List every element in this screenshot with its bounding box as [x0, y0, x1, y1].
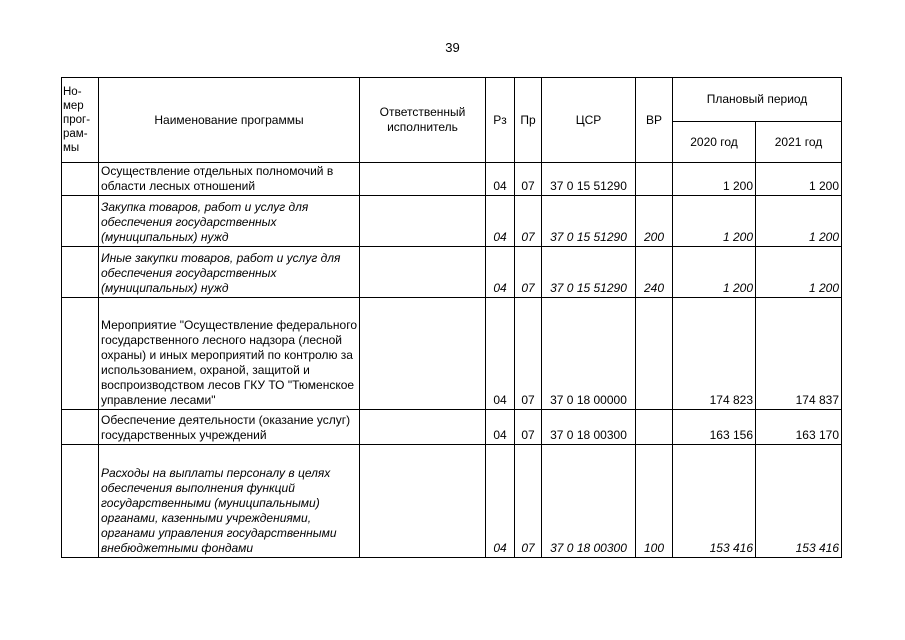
table-row	[62, 445, 842, 558]
cell-csr: 37 0 15 51290	[542, 163, 636, 196]
cell-rz: 04	[486, 445, 515, 558]
cell-responsible	[360, 247, 486, 298]
cell-vr	[636, 163, 673, 196]
cell-rz: 04	[486, 163, 515, 196]
cell-responsible	[360, 410, 486, 445]
cell-program-name: Мероприятие "Осуществление федерального государственного лесного надзора (лесной охраны) и иных мероприятий по контролю за использованием, охраной, защитой и воспроизводством лесов ГКУ ТО "Тюменское управление лесами"	[99, 298, 360, 410]
cell-program-name: Закупка товаров, работ и услуг для обеспечения государственных (муниципальных) нужд	[99, 196, 360, 247]
header-planning-period: Плановый период	[673, 78, 842, 122]
cell-pr: 07	[515, 247, 542, 298]
cell-vr: 240	[636, 247, 673, 298]
cell-vr	[636, 298, 673, 410]
table-row	[62, 298, 842, 410]
cell-vr: 100	[636, 445, 673, 558]
cell-2020: 163 156	[673, 410, 756, 445]
page-number: 39	[445, 40, 460, 55]
header-responsible: Ответственный исполнитель	[360, 78, 486, 163]
cell-2020: 1 200	[673, 196, 756, 247]
header-year-2021: 2021 год	[756, 122, 842, 163]
cell-program-name: Расходы на выплаты персоналу в целях обеспечения выполнения функций государственными (муниципальными) органами, казенными учреждениями, органами управления государственными внебюджетными фондами	[99, 445, 360, 558]
cell-responsible	[360, 445, 486, 558]
cell-csr: 37 0 18 00300	[542, 445, 636, 558]
cell-2020: 1 200	[673, 247, 756, 298]
cell-responsible	[360, 163, 486, 196]
cell-2020: 1 200	[673, 163, 756, 196]
table-body	[62, 163, 842, 558]
table-row	[62, 247, 842, 298]
cell-program-name: Осуществление отдельных полномочий в области лесных отношений	[99, 163, 360, 196]
cell-vr: 200	[636, 196, 673, 247]
cell-pr: 07	[515, 196, 542, 247]
cell-2021: 1 200	[756, 247, 842, 298]
cell-csr: 37 0 15 51290	[542, 247, 636, 298]
cell-pr: 07	[515, 298, 542, 410]
cell-rz: 04	[486, 196, 515, 247]
cell-csr: 37 0 18 00300	[542, 410, 636, 445]
table-row	[62, 163, 842, 196]
table-header	[62, 78, 842, 163]
cell-program-name: Обеспечение деятельности (оказание услуг) государственных учреждений	[99, 410, 360, 445]
header-year-2020: 2020 год	[673, 122, 756, 163]
table-row	[62, 196, 842, 247]
cell-2021: 163 170	[756, 410, 842, 445]
cell-responsible	[360, 298, 486, 410]
table-row	[62, 410, 842, 445]
cell-program-number	[62, 247, 99, 298]
cell-rz: 04	[486, 298, 515, 410]
cell-pr: 07	[515, 445, 542, 558]
header-program-number	[62, 78, 99, 163]
header-pr: Пр	[515, 78, 542, 163]
cell-2021: 174 837	[756, 298, 842, 410]
cell-program-name: Иные закупки товаров, работ и услуг для обеспечения государственных (муниципальных) нужд	[99, 247, 360, 298]
header-program-name: Наименование программы	[99, 78, 360, 163]
cell-rz: 04	[486, 247, 515, 298]
cell-2021: 153 416	[756, 445, 842, 558]
cell-pr: 07	[515, 410, 542, 445]
cell-responsible	[360, 196, 486, 247]
header-vr: ВР	[636, 78, 673, 163]
cell-pr: 07	[515, 163, 542, 196]
cell-program-number	[62, 196, 99, 247]
header-rz: Рз	[486, 78, 515, 163]
cell-program-number	[62, 445, 99, 558]
cell-2020: 174 823	[673, 298, 756, 410]
budget-table	[61, 77, 842, 558]
cell-2021: 1 200	[756, 196, 842, 247]
cell-csr: 37 0 15 51290	[542, 196, 636, 247]
cell-csr: 37 0 18 00000	[542, 298, 636, 410]
header-csr: ЦСР	[542, 78, 636, 163]
cell-program-number	[62, 163, 99, 196]
header-program-number-text: Но- мер прог- рам- мы	[63, 86, 91, 154]
cell-program-number	[62, 410, 99, 445]
cell-vr	[636, 410, 673, 445]
cell-rz: 04	[486, 410, 515, 445]
cell-2021: 1 200	[756, 163, 842, 196]
cell-2020: 153 416	[673, 445, 756, 558]
cell-program-number	[62, 298, 99, 410]
